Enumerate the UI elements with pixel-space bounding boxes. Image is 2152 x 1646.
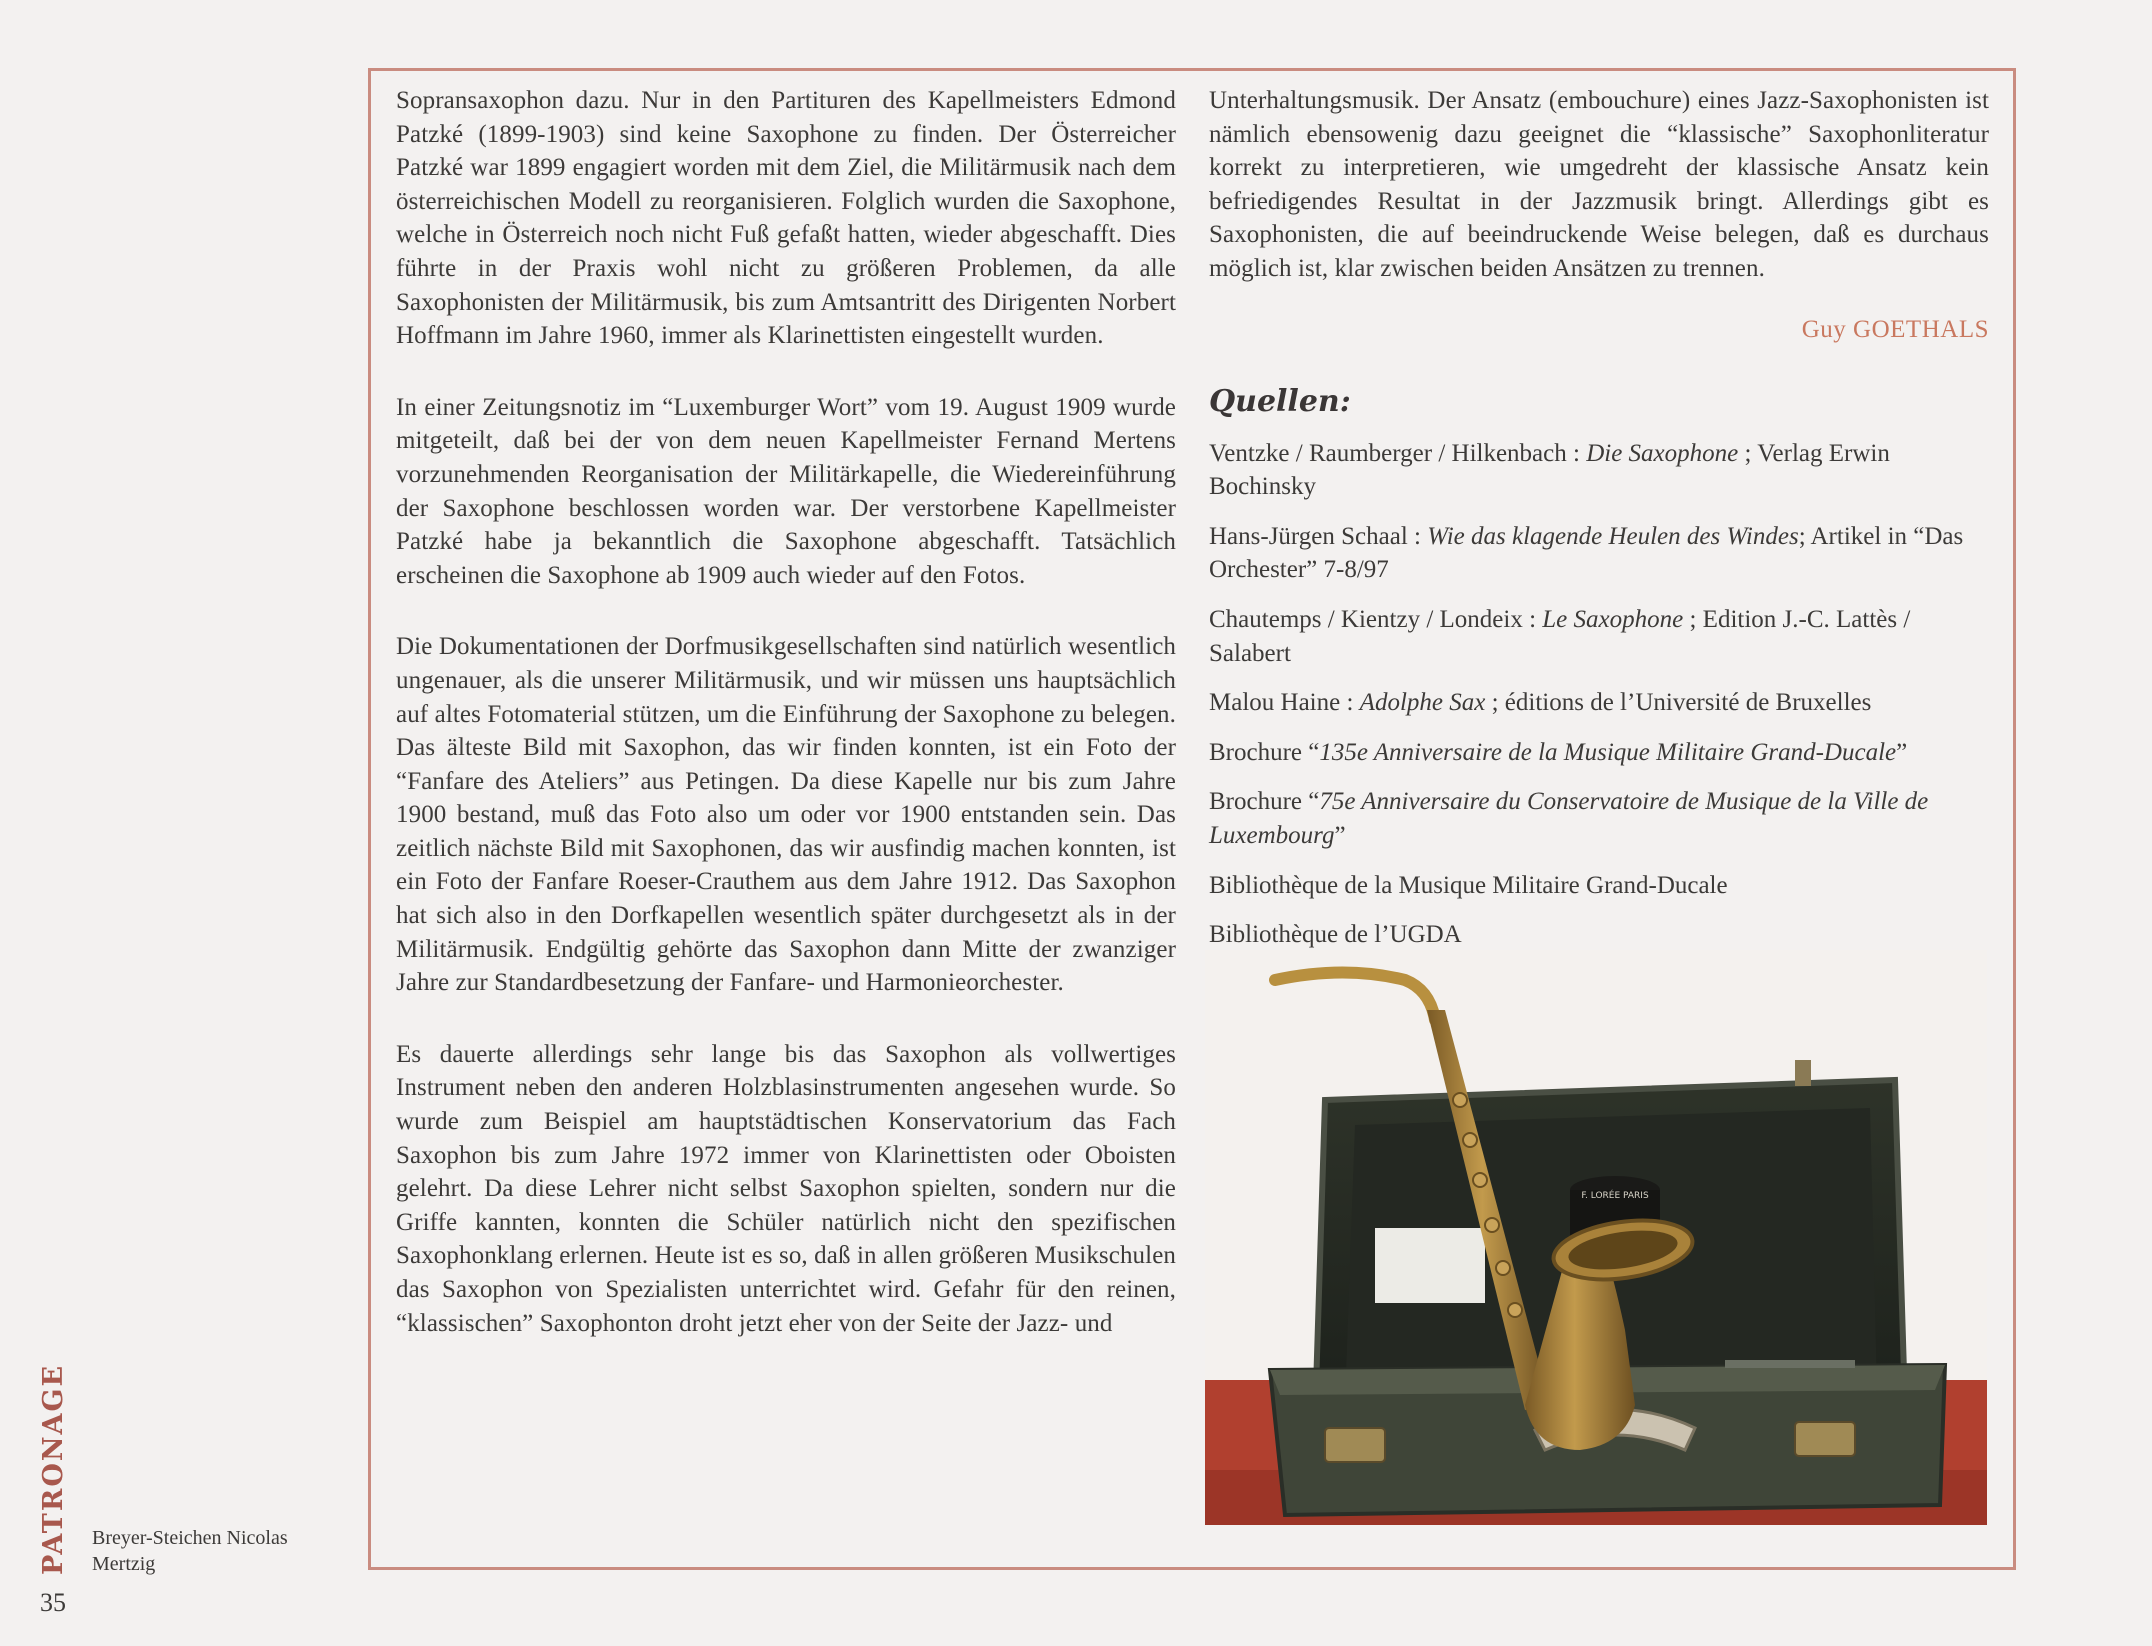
paragraph: Sopransaxophon dazu. Nur in den Partituren des Kapellmeisters Edmond Patzké (1899-1903) sind keine Saxophone zu finden. Der Österreicher Patzké war 1899 engagiert worden mit dem Ziel, die Militärmusik nach dem österreichischen Modell zu reorganisieren. Folglich wurden die Saxophone, welche in Österreich noch nicht Fuß gefaßt hatten, wieder abgeschafft. Dies führte in der Praxis wohl nicht zu größeren Problemen, da alle Saxophonisten der Militärmusik, bis zum Amtsantritt des Dirigenten Norbert Hoffmann im Jahre 1960, immer als Klarinettisten eingestellt wurden. [396,87,1176,350]
caption-name: Breyer-Steichen Nicolas [92,1527,288,1549]
source-entry: Malou Haine : Adolphe Sax ; éditions de l’Université de Bruxelles [1209,689,1872,717]
page-number: 35 [40,1588,66,1617]
paragraph: In einer Zeitungsnotiz im “Luxemburger Wort” vom 19. August 1909 wurde mitgeteilt, daß bei der von dem neuen Kapellmeister Fernand Mertens vorzunehmenden Reorganisation der Militärkapelle, die Wiedereinführung der Saxophone beschlossen worden war. Der verstorbene Kapellmeister Patzké habe ja bekanntlich die Saxophone abgeschafft. Tatsächlich erscheinen die Saxophone ab 1909 auch wieder auf den Fotos. [396,393,1176,589]
source-entry: Ventzke / Raumberger / Hilkenbach : Die Saxophone ; Verlag Erwin Bochinsky [1209,439,1890,501]
sources-heading: Quellen: [1209,383,1351,419]
sources-list [1209,437,1989,952]
caption-town: Mertzig [92,1553,156,1575]
source-entry: Chautemps / Kientzy / Londeix : Le Saxophone ; Edition J.-C. Lattès / Salabert [1209,605,1911,667]
saxophone-case-photo [1205,950,1987,1525]
author-signature: Guy GOETHALS [1801,315,1989,343]
photo-caption [92,1525,288,1577]
paragraph: Unterhaltungsmusik. Der Ansatz (embouchure) eines Jazz-Saxophonisten ist nämlich ebensowenig dazu geeignet die “klassische” Saxophonliteratur korrekt zu interpretieren, wie umgedreht der klassische Ansatz kein befriedigendes Resultat in der Jazzmusik bringt. Allerdings gibt es Saxophonisten, die auf beeindruckende Weise belegen, daß es durchaus möglich ist, klar zwischen beiden Ansätzen zu trennen. [1209,87,1989,282]
paragraph: Es dauerte allerdings sehr lange bis das Saxophon als vollwertiges Instrument neben den anderen Holzblasinstrumenten angesehen wurde. So wurde zum Beispiel am hauptstädtischen Konservatorium das Fach Saxophon bis zum Jahre 1972 immer von Klarinettisten oder Oboisten gelehrt. Da diese Lehrer nicht selbst Saxophon spielten, sondern nur die Griffe kannten, konnten die Schüler natürlich nicht den spezifischen Saxophonklang erlernen. Heute ist es so, daß in allen größeren Musikschulen das Saxophon von Spezialisten unterrichtet wird. Gefahr für den reinen, “klassischen” Saxophonton droht jetzt eher von der Seite der Jazz- und [396,1040,1176,1337]
case-brand-text: F. LORÉE PARIS [1581,1191,1649,1201]
source-entry: Brochure “135e Anniversaire de la Musique Militaire Grand-Ducale” [1209,738,1908,766]
paragraph: Die Dokumentationen der Dorfmusikgesellschaften sind natürlich wesentlich ungenauer, als die unserer Militärmusik, und wir müssen uns hauptsächlich auf altes Fotomaterial stützen, um die Einführung der Saxophone zu belegen. Das älteste Bild mit Saxophon, das wir finden konnten, ist ein Foto der “Fanfare des Ateliers” aus Petingen. Da diese Kapelle nur bis zum Jahre 1900 bestand, muß das Foto also um oder vor 1900 entstanden sein. Das zeitlich nächste Bild mit Saxophonen, das wir ausfindig machen konnten, ist ein Foto der Fanfare Roeser-Crauthem aus dem Jahre 1912. Das Saxophon hat sich also in den Dorfkapellen wesentlich später durchgesetzt als in der Militärmusik. Endgültig gehörte das Saxophon dann Mitte der zwanziger Jahre zur Standardbesetzung der Fanfare- und Harmonieorchester. [396,633,1176,997]
source-entry: Bibliothèque de l’UGDA [1209,921,1462,949]
section-label: PATRONAGE [38,1363,69,1575]
left-column [396,84,1176,1340]
source-entry: Bibliothèque de la Musique Militaire Grand-Ducale [1209,871,1728,899]
source-entry: Brochure “75e Anniversaire du Conservatoire de Musique de la Ville de Luxembourg” [1209,788,1929,849]
source-entry: Hans-Jürgen Schaal : Wie das klagende Heulen des Windes; Artikel in “Das Orchester” 7-8/97 [1209,522,1964,584]
right-column [1209,84,1989,968]
